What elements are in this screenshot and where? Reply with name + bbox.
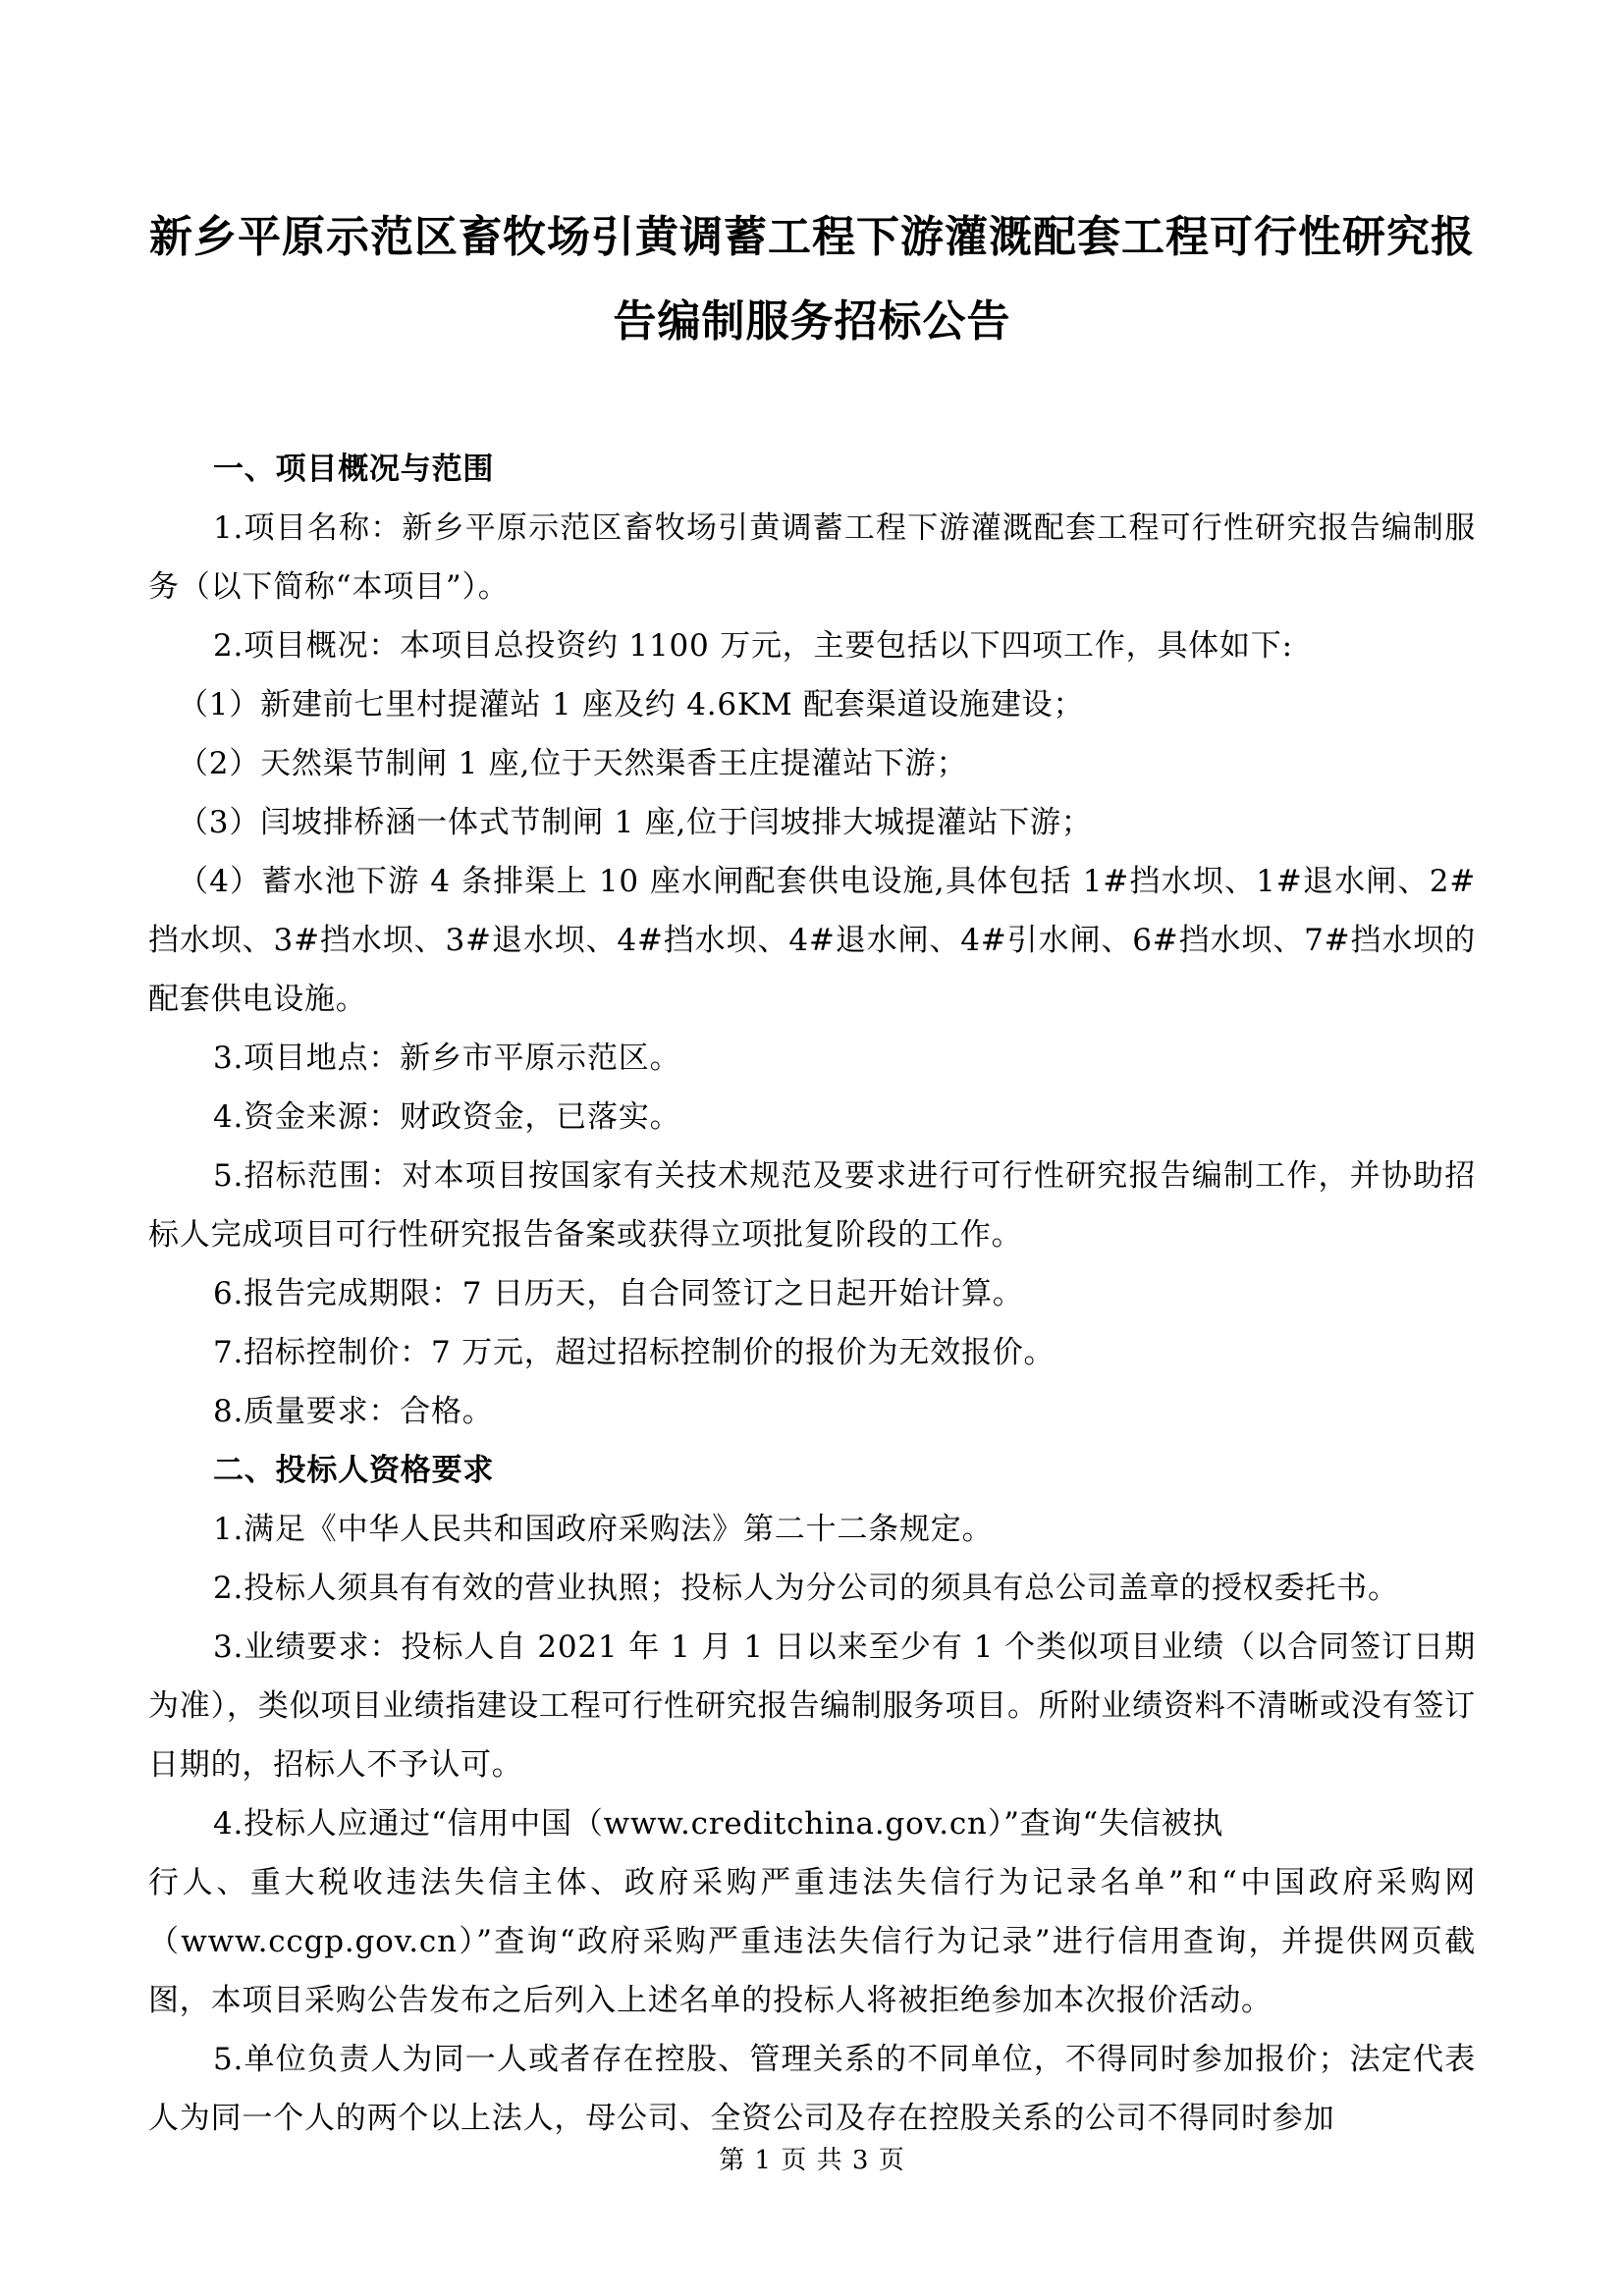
document-body <box>148 440 1476 2148</box>
document-title-line-1: 新乡平原示范区畜牧场引黄调蓄工程下游灌溉配套工程可行性研究报 <box>149 212 1475 262</box>
document-title-line-2: 告编制服务招标公告 <box>613 296 1011 347</box>
paragraph-credit-check-first-line: 4.投标人应通过“信用中国（www.creditchina.gov.cn）”查询“失信被执 <box>213 1806 1224 1842</box>
paragraph-credit-check-continued: 行人、重大税收违法失信主体、政府采购严重违法失信行为记录名单”和“中国政府采购网（www.ccgp.gov.cn）”查询“政府采购严重违法失信行为记录”进行信用查询，并提供网页截图，本项目采购公告发布之后列入上述名单的投标人将被拒绝参加本次报价活动。 <box>148 1865 1476 2018</box>
paragraph-control-price: 7.招标控制价：7 万元，超过招标控制价的报价为无效报价。 <box>213 1335 1056 1370</box>
sub-item-4: （4）蓄水池下游 4 条排渠上 10 座水闸配套供电设施,具体包括 1#挡水坝、1#退水闸、2#挡水坝、3#挡水坝、3#退水坝、4#挡水坝、4#退水闸、4#引水闸、6#挡水坝、7#挡水坝的配套供电设施。 <box>148 864 1476 1017</box>
paragraph-funding-source: 4.资金来源：财政资金，已落实。 <box>213 1099 681 1135</box>
paragraph-completion-period: 6.报告完成期限：7 日历天，自合同签订之日起开始计算。 <box>213 1276 1024 1311</box>
paragraph-procurement-law: 1.满足《中华人民共和国政府采购法》第二十二条规定。 <box>213 1512 994 1547</box>
paragraph-bidding-scope: 5.招标范围：对本项目按国家有关技术规范及要求进行可行性研究报告编制工作，并协助招标人完成项目可行性研究报告备案或获得立项批复阶段的工作。 <box>148 1158 1476 1253</box>
paragraph-project-name: 1.项目名称：新乡平原示范区畜牧场引黄调蓄工程下游灌溉配套工程可行性研究报告编制服务（以下简称“本项目”）。 <box>148 510 1476 605</box>
paragraph-business-license: 2.投标人须具有有效的营业执照；投标人为分公司的须具有总公司盖章的授权委托书。 <box>213 1571 1399 1606</box>
paragraph-quality-requirement: 8.质量要求：合格。 <box>213 1394 494 1429</box>
section-heading-qualifications: 二、投标人资格要求 <box>213 1453 495 1488</box>
sub-item-3: （3）闫坡排桥涵一体式节制闸 1 座,位于闫坡排大城提灌站下游； <box>178 805 1093 840</box>
section-heading-overview: 一、项目概况与范围 <box>213 452 495 487</box>
paragraph-performance-requirement: 3.业绩要求：投标人自 2021 年 1 月 1 日以来至少有 1 个类似项目业绩（以合同签订日期为准），类似项目业绩指建设工程可行性研究报告编制服务项目。所附业绩资料不清晰或没有签订日期的，招标人不予认可。 <box>148 1629 1476 1783</box>
paragraph-project-location: 3.项目地点：新乡市平原示范区。 <box>213 1041 681 1076</box>
page-number-footer: 第 1 页 共 3 页 <box>719 2146 905 2175</box>
sub-item-1: （1）新建前七里村提灌站 1 座及约 4.6KM 配套渠道设施建设； <box>178 687 1085 722</box>
paragraph-related-entities: 5.单位负责人为同一人或者存在控股、管理关系的不同单位，不得同时参加报价；法定代表人为同一个人的两个以上法人，母公司、全资公司及存在控股关系的公司不得同时参加 <box>148 2042 1476 2136</box>
paragraph-project-overview: 2.项目概况：本项目总投资约 1100 万元，主要包括以下四项工作，具体如下: <box>213 628 1293 664</box>
sub-item-2: （2）天然渠节制闸 1 座,位于天然渠香王庄提灌站下游； <box>178 746 968 781</box>
